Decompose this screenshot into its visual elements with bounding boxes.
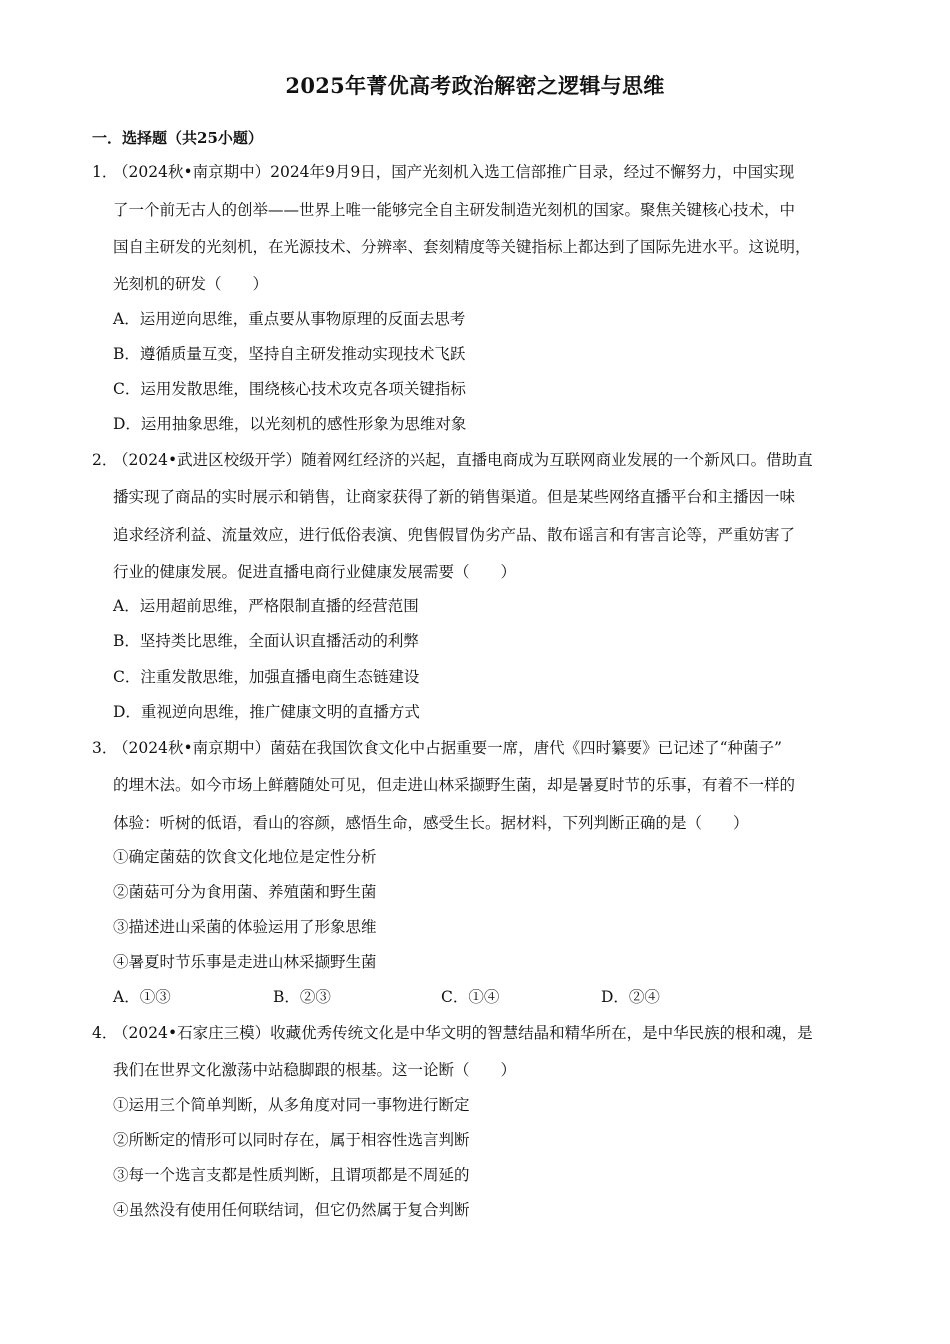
question-4-statement-2: ②所断定的情形可以同时存在，属于相容性选言判断	[113, 1131, 470, 1149]
question-1-option-b[interactable]: B．遵循质量互变，坚持自主研发推动实现技术飞跃	[113, 345, 466, 363]
question-3-statement-2: ②菌菇可分为食用菌、养殖菌和野生菌	[113, 883, 377, 901]
question-4-line-1: （2024•石家庄三模）收藏优秀传统文化是中华文明的智慧结晶和精华所在，是中华民族的根和魂，是	[113, 1024, 813, 1042]
question-4-statement-4: ④虽然没有使用任何联结词，但它仍然属于复合判断	[113, 1201, 470, 1219]
question-1-line-2: 了一个前无古人的创举——世界上唯一能够完全自主研发制造光刻机的国家。聚焦关键核心技术，中	[113, 201, 796, 219]
question-1-number: 1．	[92, 163, 118, 181]
question-4-number: 4．	[92, 1024, 118, 1042]
question-4-statement-3: ③每一个选言支都是性质判断，且谓项都是不周延的	[113, 1166, 470, 1184]
question-2-line-1: （2024•武进区校级开学）随着网红经济的兴起，直播电商成为互联网商业发展的一个新风口。借助直	[113, 451, 813, 469]
question-3-line-2: 的埋木法。如今市场上鲜蘑随处可见，但走进山林采撷野生菌，却是暑夏时节的乐事，有着不一样的	[113, 776, 796, 794]
question-2-option-a[interactable]: A．运用超前思维，严格限制直播的经营范围	[113, 597, 419, 615]
question-1-line-4: 光刻机的研发（ ）	[113, 275, 269, 293]
question-3-statement-4: ④暑夏时节乐事是走进山林采撷野生菌	[113, 953, 377, 971]
section-heading: 一．选择题（共25小题）	[92, 129, 263, 147]
question-3-line-1: （2024秋•南京期中）菌菇在我国饮食文化中占据重要一席，唐代《四时纂要》已记述了“种菌子”	[113, 739, 782, 757]
question-2-line-2: 播实现了商品的实时展示和销售，让商家获得了新的销售渠道。但是某些网络直播平台和主播因一味	[113, 488, 796, 506]
question-3-option-a[interactable]: A．①③	[113, 988, 171, 1006]
question-2-option-c[interactable]: C．注重发散思维，加强直播电商生态链建设	[113, 668, 420, 686]
question-3-line-3: 体验：听树的低语，看山的容颜，感悟生命，感受生长。据材料，下列判断正确的是（ ）	[113, 814, 749, 832]
question-3-option-b[interactable]: B．②③	[273, 988, 331, 1006]
question-1-option-a[interactable]: A．运用逆向思维，重点要从事物原理的反面去思考	[113, 310, 466, 328]
question-3-option-d[interactable]: D．②④	[601, 988, 660, 1006]
question-3-statement-1: ①确定菌菇的饮食文化地位是定性分析	[113, 848, 377, 866]
page-title: 2025年菁优高考政治解密之逻辑与思维	[285, 73, 665, 98]
question-3-number: 3．	[92, 739, 118, 757]
question-2-option-b[interactable]: B．坚持类比思维，全面认识直播活动的利弊	[113, 632, 419, 650]
question-2-number: 2．	[92, 451, 118, 469]
question-2-line-4: 行业的健康发展。促进直播电商行业健康发展需要（ ）	[113, 563, 517, 581]
question-1-line-1: （2024秋•南京期中）2024年9月9日，国产光刻机入选工信部推广目录，经过不懈努力，中国实现	[113, 163, 795, 181]
question-3-option-c[interactable]: C．①④	[441, 988, 500, 1006]
question-1-line-3: 国自主研发的光刻机，在光源技术、分辨率、套刻精度等关键指标上都达到了国际先进水平。这说明，	[113, 238, 811, 256]
question-1-option-d[interactable]: D．运用抽象思维，以光刻机的感性形象为思维对象	[113, 415, 467, 433]
question-3-statement-3: ③描述进山采菌的体验运用了形象思维	[113, 918, 377, 936]
question-2-option-d[interactable]: D．重视逆向思维，推广健康文明的直播方式	[113, 703, 420, 721]
question-2-line-3: 追求经济利益、流量效应，进行低俗表演、兜售假冒伪劣产品、散布谣言和有害言论等，严重妨害了	[113, 526, 796, 544]
question-4-line-2: 我们在世界文化激荡中站稳脚跟的根基。这一论断（ ）	[113, 1061, 517, 1079]
question-1-option-c[interactable]: C．运用发散思维，围绕核心技术攻克各项关键指标	[113, 380, 466, 398]
question-4-statement-1: ①运用三个简单判断，从多角度对同一事物进行断定	[113, 1096, 470, 1114]
